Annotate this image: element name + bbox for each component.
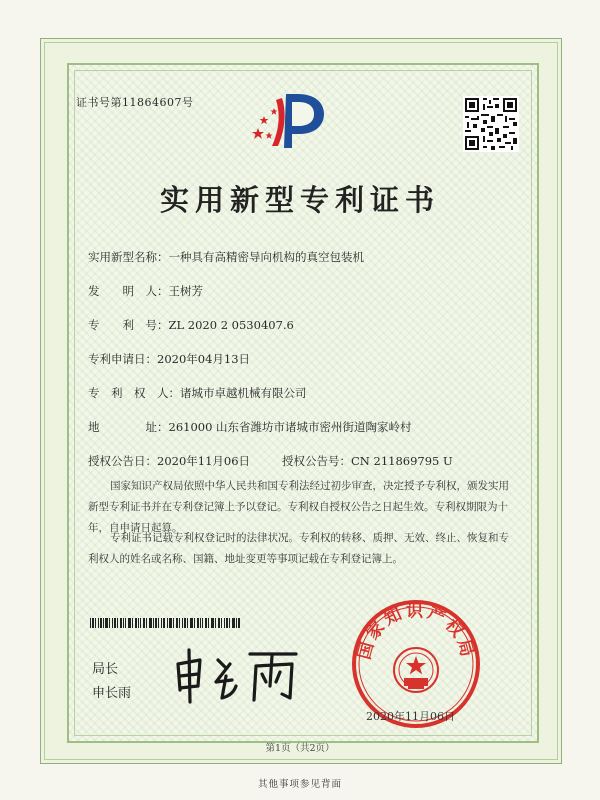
legal-status-paragraph: 专利证书记载专利权登记时的法律状况。专利权的转移、质押、无效、终止、恢复和专利权人的姓名或名称、国籍、地址变更等事项记载在专利登记簿上。 (88, 532, 509, 565)
handwritten-signature-icon (170, 646, 305, 706)
signatory-title: 局长 (92, 662, 119, 677)
field-patent-number (88, 317, 294, 333)
grant-statement-paragraph: 国家知识产权局依照中华人民共和国专利法经过初步审查，决定授予专利权，颁发实用新型专利证书并在专利登记簿上予以登记。专利权自授权公告之日起生效。专利权期限为十年，自申请日起算。 (88, 480, 509, 534)
field-value: 一种具有高精密导向机构的真空包装机 (168, 250, 364, 264)
field-value: 2020年11月06日 (157, 454, 251, 468)
field-label: 专 利 权 人： (88, 386, 180, 400)
barcode-icon (90, 618, 240, 628)
field-value: 诸城市卓越机械有限公司 (180, 386, 307, 400)
back-note: 其他事项参见背面 (257, 779, 342, 790)
field-label: 实用新型名称： (88, 250, 169, 264)
signatory-name: 申长雨 (92, 686, 132, 701)
field-value: 王树芳 (168, 284, 203, 298)
field-address (88, 419, 412, 435)
cnipa-logo-icon (252, 88, 332, 152)
field-utility-model-name (88, 249, 364, 265)
field-grant-announcement-date (88, 453, 250, 469)
field-value: CN 211869795 U (351, 454, 453, 468)
issue-date: 2020年11月06日 (366, 710, 455, 723)
page-number: 第1页（共2页） (265, 743, 335, 754)
field-label: 授权公告号： (282, 454, 351, 468)
field-label: 专利申请日： (88, 352, 157, 366)
field-patentee (88, 385, 307, 401)
field-label: 发 明 人： (88, 284, 169, 298)
certificate-title: 实用新型专利证书 (159, 183, 440, 217)
field-inventor (88, 283, 203, 299)
field-label: 地 址： (88, 420, 169, 434)
field-value: 261000 山东省潍坊市诸城市密州街道陶家岭村 (168, 420, 412, 434)
seal-text: 国家知识产权局 (354, 601, 478, 662)
field-value: 2020年04月13日 (157, 352, 251, 366)
field-value: ZL 2020 2 0530407.6 (168, 318, 294, 332)
field-grant-announcement-number (282, 453, 453, 469)
field-label: 授权公告日： (88, 454, 157, 468)
certificate-number: 证书号第11864607号 (76, 96, 194, 109)
qr-code-icon (463, 96, 519, 152)
field-label: 专 利 号： (88, 318, 169, 332)
field-application-date (88, 351, 250, 367)
